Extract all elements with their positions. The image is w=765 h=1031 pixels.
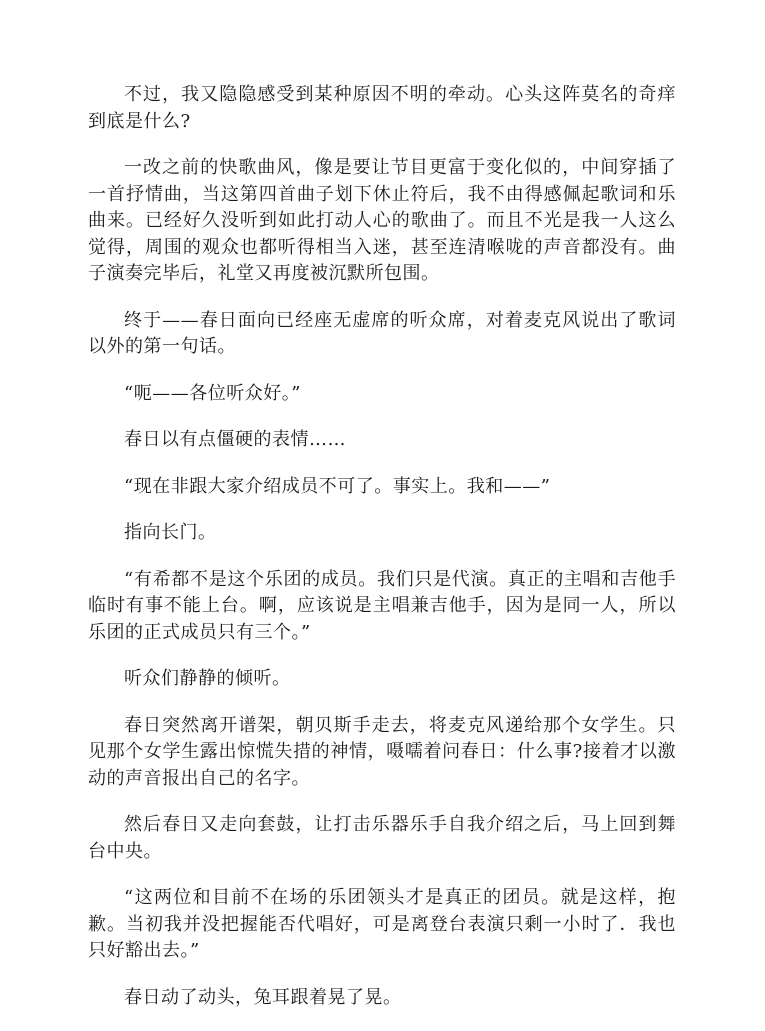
paragraph: 春日突然离开谱架，朝贝斯手走去，将麦克风递给那个女学生。只见那个女学生露出惊慌失措的神情，嗫嚅着问春日：什么事?接着才以激动的声音报出自己的名字。 (88, 714, 676, 789)
document-page (88, 82, 676, 1031)
paragraph: “有希都不是这个乐团的成员。我们只是代演。真正的主唱和吉他手临时有事不能上台。啊，应该说是主唱兼吉他手，因为是同一人，所以乐团的正式成员只有三个。” (88, 568, 676, 643)
paragraph: 终于——春日面向已经座无虚席的听众席，对着麦克风说出了歌词以外的第一句话。 (88, 309, 676, 357)
paragraph: “现在非跟大家介绍成员不可了。事实上。我和——” (124, 475, 551, 497)
paragraph: 听众们静静的倾听。 (124, 668, 291, 689)
paragraph: 一改之前的快歌曲风，像是要让节目更富于变化似的，中间穿插了一首抒情曲，当这第四首曲子划下休止符后，我不由得感佩起歌词和乐曲来。已经好久没听到如此打动人心的歌曲了。而且不光是我一人这么觉得，周围的观众也都听得相当入迷，甚至连清喉咙的声音都没有。曲子演奏完毕后，礼堂又再度被沉默所包围。 (88, 157, 676, 284)
paragraph: 指向长门。 (124, 522, 217, 543)
paragraph: 不过，我又隐隐感受到某种原因不明的牵动。心头这阵莫名的奇痒到底是什么? (88, 84, 676, 132)
paragraph: 然后春日又走向套鼓，让打击乐器乐手自我介绍之后，马上回到舞台中央。 (88, 814, 676, 862)
paragraph: “这两位和目前不在场的乐团领头才是真正的团员。就是这样，抱歉。当初我并没把握能否代唱好，可是离登台表演只剩一小时了．我也只好豁出去。” (88, 887, 676, 961)
paragraph: 春日以有点僵硬的表情…… (124, 429, 346, 450)
paragraph: 春日动了动头，兔耳跟着晃了晃。 (124, 986, 402, 1008)
paragraph: “呃——各位听众好。” (124, 382, 301, 404)
